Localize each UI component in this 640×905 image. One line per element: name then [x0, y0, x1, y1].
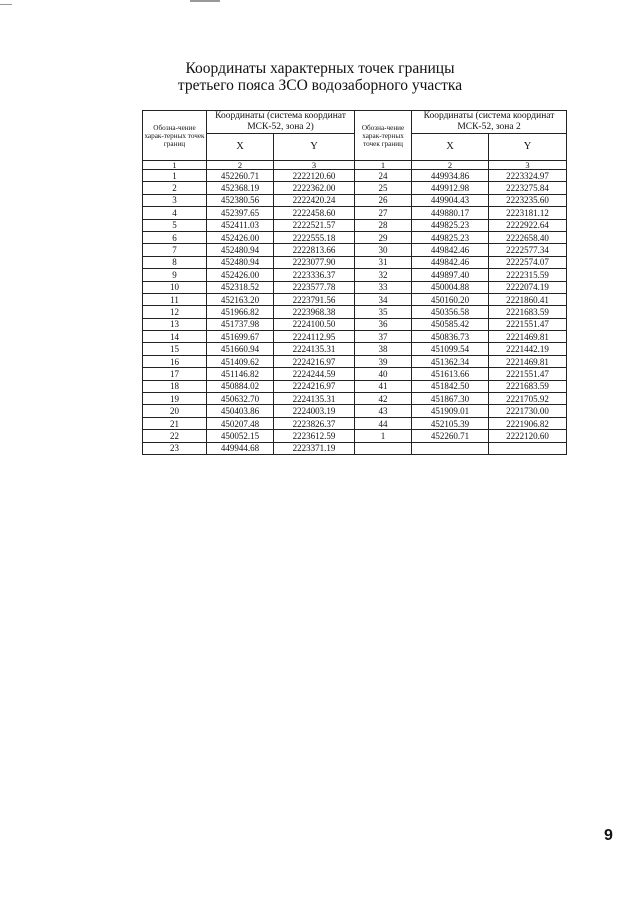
x-coordinate-cell: 452426.00 — [207, 231, 274, 243]
header-point-right: Обозна-чение харак-терных точек границ — [355, 111, 412, 161]
x-coordinate-cell: 449934.86 — [412, 170, 489, 182]
table-row — [143, 318, 567, 330]
point-number-cell: 8 — [143, 256, 207, 268]
header-y-right: Y — [489, 134, 567, 161]
y-coordinate-cell: 2222555.18 — [274, 231, 355, 243]
table-row — [143, 368, 567, 380]
point-number-cell: 11 — [143, 293, 207, 305]
point-number-cell: 27 — [355, 207, 412, 219]
point-number-cell: 20 — [143, 405, 207, 417]
point-number-cell: 4 — [143, 207, 207, 219]
table-row — [143, 256, 567, 268]
y-coordinate-cell: 2221906.82 — [489, 417, 567, 429]
y-coordinate-cell: 2221730.00 — [489, 405, 567, 417]
table-row — [143, 331, 567, 343]
point-number-cell: 33 — [355, 281, 412, 293]
y-coordinate-cell — [489, 442, 567, 454]
x-coordinate-cell: 451867.30 — [412, 393, 489, 405]
point-number-cell: 30 — [355, 244, 412, 256]
x-coordinate-cell: 451613.66 — [412, 368, 489, 380]
scan-artifact — [190, 0, 220, 2]
table-row — [143, 219, 567, 231]
table-row — [143, 393, 567, 405]
y-coordinate-cell: 2223324.97 — [489, 170, 567, 182]
y-coordinate-cell: 2224135.31 — [274, 343, 355, 355]
table-row — [143, 281, 567, 293]
x-coordinate-cell: 450632.70 — [207, 393, 274, 405]
point-number-cell: 12 — [143, 306, 207, 318]
point-number-cell: 9 — [143, 269, 207, 281]
x-coordinate-cell: 452260.71 — [412, 430, 489, 442]
point-number-cell: 26 — [355, 194, 412, 206]
point-number-cell: 16 — [143, 355, 207, 367]
x-coordinate-cell: 450207.48 — [207, 417, 274, 429]
x-coordinate-cell: 452105.39 — [412, 417, 489, 429]
point-number-cell: 15 — [143, 343, 207, 355]
point-number-cell: 25 — [355, 182, 412, 194]
y-coordinate-cell: 2221705.92 — [489, 393, 567, 405]
x-coordinate-cell: 451699.67 — [207, 331, 274, 343]
point-number-cell: 42 — [355, 393, 412, 405]
table-row — [143, 417, 567, 429]
x-coordinate-cell: 450585.42 — [412, 318, 489, 330]
y-coordinate-cell: 2222458.60 — [274, 207, 355, 219]
y-coordinate-cell: 2222813.66 — [274, 244, 355, 256]
y-coordinate-cell: 2224216.97 — [274, 355, 355, 367]
column-number: 2 — [412, 161, 489, 170]
x-coordinate-cell: 449912.98 — [412, 182, 489, 194]
x-coordinate-cell: 450004.88 — [412, 281, 489, 293]
y-coordinate-cell: 2223336.37 — [274, 269, 355, 281]
table-row — [143, 170, 567, 182]
point-number-cell: 2 — [143, 182, 207, 194]
point-number-cell: 44 — [355, 417, 412, 429]
header-coords-right: Координаты (система координат МСК-52, зона 2 — [412, 111, 567, 134]
point-number-cell: 39 — [355, 355, 412, 367]
y-coordinate-cell: 2224244.59 — [274, 368, 355, 380]
y-coordinate-cell: 2222420.24 — [274, 194, 355, 206]
x-coordinate-cell: 451909.01 — [412, 405, 489, 417]
y-coordinate-cell: 2222120.60 — [274, 170, 355, 182]
x-coordinate-cell: 450052.15 — [207, 430, 274, 442]
x-coordinate-cell: 449825.23 — [412, 231, 489, 243]
point-number-cell: 34 — [355, 293, 412, 305]
y-coordinate-cell: 2223077.90 — [274, 256, 355, 268]
point-number-cell: 1 — [355, 430, 412, 442]
column-number: 3 — [274, 161, 355, 170]
x-coordinate-cell: 450403.86 — [207, 405, 274, 417]
title-line-2: третьего пояса ЗСО водозаборного участка — [177, 77, 463, 94]
header-point-left: Обозна-чение харак-терных точек границ — [143, 111, 207, 161]
table-row — [143, 355, 567, 367]
x-coordinate-cell: 449842.46 — [412, 244, 489, 256]
y-coordinate-cell: 2222922.64 — [489, 219, 567, 231]
x-coordinate-cell: 451737.98 — [207, 318, 274, 330]
table-row — [143, 244, 567, 256]
page-number: 9 — [604, 827, 613, 844]
y-coordinate-cell: 2223612.59 — [274, 430, 355, 442]
column-number: 3 — [489, 161, 567, 170]
point-number-cell: 1 — [143, 170, 207, 182]
x-coordinate-cell: 452480.94 — [207, 256, 274, 268]
y-coordinate-cell: 2221860.41 — [489, 293, 567, 305]
column-number: 1 — [355, 161, 412, 170]
column-number-row — [143, 161, 567, 170]
point-number-cell: 3 — [143, 194, 207, 206]
table-row — [143, 442, 567, 454]
table-row — [143, 182, 567, 194]
y-coordinate-cell: 2221469.81 — [489, 355, 567, 367]
table-row — [143, 343, 567, 355]
y-coordinate-cell: 2223826.37 — [274, 417, 355, 429]
scan-artifact — [0, 4, 12, 5]
table-row — [143, 430, 567, 442]
table-body — [143, 170, 567, 455]
x-coordinate-cell: 452397.65 — [207, 207, 274, 219]
x-coordinate-cell: 451099.54 — [412, 343, 489, 355]
y-coordinate-cell: 2222362.00 — [274, 182, 355, 194]
y-coordinate-cell: 2223275.84 — [489, 182, 567, 194]
header-x-left: X — [207, 134, 274, 161]
table-row — [143, 269, 567, 281]
y-coordinate-cell: 2222658.40 — [489, 231, 567, 243]
y-coordinate-cell: 2222521.57 — [274, 219, 355, 231]
point-number-cell: 13 — [143, 318, 207, 330]
table-row — [143, 380, 567, 392]
y-coordinate-cell: 2223371.19 — [274, 442, 355, 454]
y-coordinate-cell: 2224216.97 — [274, 380, 355, 392]
x-coordinate-cell: 449944.68 — [207, 442, 274, 454]
y-coordinate-cell: 2223181.12 — [489, 207, 567, 219]
x-coordinate-cell: 452380.56 — [207, 194, 274, 206]
y-coordinate-cell: 2224135.31 — [274, 393, 355, 405]
x-coordinate-cell: 450160.20 — [412, 293, 489, 305]
x-coordinate-cell: 449904.43 — [412, 194, 489, 206]
x-coordinate-cell: 451842.50 — [412, 380, 489, 392]
point-number-cell: 29 — [355, 231, 412, 243]
point-number-cell — [355, 442, 412, 454]
point-number-cell: 35 — [355, 306, 412, 318]
point-number-cell: 43 — [355, 405, 412, 417]
x-coordinate-cell — [412, 442, 489, 454]
y-coordinate-cell: 2222574.07 — [489, 256, 567, 268]
point-number-cell: 14 — [143, 331, 207, 343]
column-number: 2 — [207, 161, 274, 170]
point-number-cell: 5 — [143, 219, 207, 231]
point-number-cell: 18 — [143, 380, 207, 392]
x-coordinate-cell: 452480.94 — [207, 244, 274, 256]
y-coordinate-cell: 2223235.60 — [489, 194, 567, 206]
y-coordinate-cell: 2221683.59 — [489, 380, 567, 392]
point-number-cell: 31 — [355, 256, 412, 268]
x-coordinate-cell: 452260.71 — [207, 170, 274, 182]
table-row — [143, 207, 567, 219]
y-coordinate-cell: 2224112.95 — [274, 331, 355, 343]
y-coordinate-cell: 2221683.59 — [489, 306, 567, 318]
point-number-cell: 40 — [355, 368, 412, 380]
column-number: 1 — [143, 161, 207, 170]
y-coordinate-cell: 2222577.34 — [489, 244, 567, 256]
point-number-cell: 7 — [143, 244, 207, 256]
x-coordinate-cell: 452368.19 — [207, 182, 274, 194]
x-coordinate-cell: 451660.94 — [207, 343, 274, 355]
point-number-cell: 23 — [143, 442, 207, 454]
x-coordinate-cell: 450836.73 — [412, 331, 489, 343]
x-coordinate-cell: 451146.82 — [207, 368, 274, 380]
y-coordinate-cell: 2221551.47 — [489, 368, 567, 380]
y-coordinate-cell: 2221551.47 — [489, 318, 567, 330]
header-x-right: X — [412, 134, 489, 161]
x-coordinate-cell: 451409.62 — [207, 355, 274, 367]
x-coordinate-cell: 452318.52 — [207, 281, 274, 293]
table-row — [143, 306, 567, 318]
y-coordinate-cell: 2223968.38 — [274, 306, 355, 318]
table-row — [143, 231, 567, 243]
y-coordinate-cell: 2221469.81 — [489, 331, 567, 343]
point-number-cell: 41 — [355, 380, 412, 392]
x-coordinate-cell: 449842.46 — [412, 256, 489, 268]
title-line-1: Координаты характерных точек границы — [185, 60, 455, 77]
y-coordinate-cell: 2224100.50 — [274, 318, 355, 330]
header-y-left: Y — [274, 134, 355, 161]
point-number-cell: 38 — [355, 343, 412, 355]
x-coordinate-cell: 450884.02 — [207, 380, 274, 392]
header-coords-left: Координаты (система координат МСК-52, зона 2) — [207, 111, 355, 134]
x-coordinate-cell: 450356.58 — [412, 306, 489, 318]
point-number-cell: 17 — [143, 368, 207, 380]
table-row — [143, 194, 567, 206]
y-coordinate-cell: 2223577.78 — [274, 281, 355, 293]
x-coordinate-cell: 452411.03 — [207, 219, 274, 231]
point-number-cell: 19 — [143, 393, 207, 405]
y-coordinate-cell: 2222315.59 — [489, 269, 567, 281]
table-row — [143, 293, 567, 305]
y-coordinate-cell: 2222074.19 — [489, 281, 567, 293]
y-coordinate-cell: 2222120.60 — [489, 430, 567, 442]
y-coordinate-cell: 2221442.19 — [489, 343, 567, 355]
point-number-cell: 6 — [143, 231, 207, 243]
point-number-cell: 28 — [355, 219, 412, 231]
x-coordinate-cell: 451966.82 — [207, 306, 274, 318]
table-row — [143, 405, 567, 417]
x-coordinate-cell: 452163.20 — [207, 293, 274, 305]
point-number-cell: 36 — [355, 318, 412, 330]
x-coordinate-cell: 451362.34 — [412, 355, 489, 367]
point-number-cell: 21 — [143, 417, 207, 429]
point-number-cell: 22 — [143, 430, 207, 442]
point-number-cell: 10 — [143, 281, 207, 293]
x-coordinate-cell: 449897.40 — [412, 269, 489, 281]
x-coordinate-cell: 449880.17 — [412, 207, 489, 219]
point-number-cell: 24 — [355, 170, 412, 182]
y-coordinate-cell: 2223791.56 — [274, 293, 355, 305]
coordinates-table — [142, 110, 567, 455]
y-coordinate-cell: 2224003.19 — [274, 405, 355, 417]
point-number-cell: 32 — [355, 269, 412, 281]
point-number-cell: 37 — [355, 331, 412, 343]
x-coordinate-cell: 452426.00 — [207, 269, 274, 281]
x-coordinate-cell: 449825.23 — [412, 219, 489, 231]
document-title — [142, 60, 498, 94]
